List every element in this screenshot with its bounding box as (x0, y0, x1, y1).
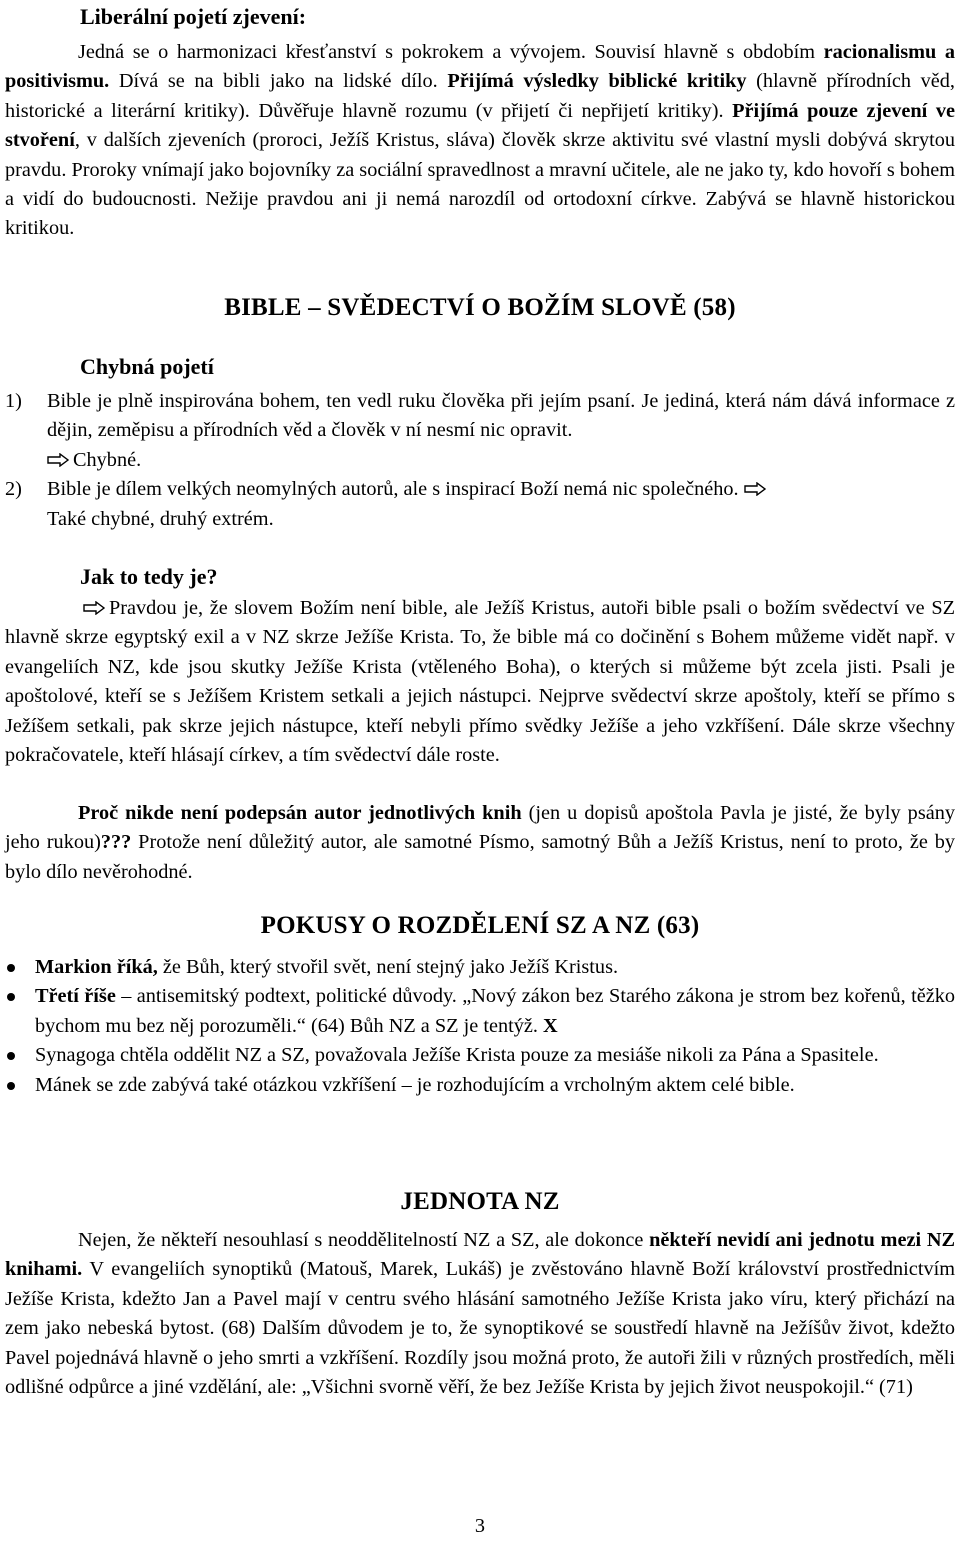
paragraph-liberal: Jedná se o harmonizaci křesťanství s pokrokem a vývojem. Souvisí hlavně s obdobím racionalismu a positivismu. Dívá se na bibli jako na lidské dílo. Přijímá výsledky biblické kritiky (hlavně přírodních věd, historické a literární kritiky). Důvěřuje hlavně rozumu (v přijetí či nepřijetí kritiky). Přijímá pouze zjevení ve stvoření, v dalších zjeveních (proroci, Ježíš Kristus, sláva) člověk skrze aktivitu své vlastní mysli dobývá skrytou pravdu. Proroky vnímají jako bojovníky za sociální spravedlnost a mravní učitele, ale ne jako ty, kdo hovoří s bohem a vidí do budoucnosti. Nežije pravdou ani ji nemá narozdíl od ortodoxní církve. Zabývá se hlavně historickou kritikou. (5, 41, 955, 240)
bullet-dot-icon (7, 964, 15, 972)
paragraph-pravdou: Pravdou je, že slovem Božím není bible, ale Ježíš Kristus, autoři bible psali o božím svědectví ve SZ hlavně skrze egyptský exil a v NZ skrze Ježíše Krista. To, že bible má co dočinění s Bohem můžeme vidět např. v evangeliích NZ, kde jsou skutky Ježíše Krista (vtěleného Boha), o kterých si můžeme být zcela jisti. Psali je apoštolové, kteří se s Ježíšem Kristem setkali a jejich nástupci. Nejprve svědectví skrze apoštoly, kteří se přímo s Ježíšem setkali, pak skrze jejich nástupce, kteří nebyli přímo svědky Ježíše a jeho vzkříšení. Dále skrze všechny pokračovatele, kteří hlásají církev, a tím svědectví dále roste. (5, 597, 955, 767)
right-arrow-outline-icon (83, 601, 105, 615)
section-heading-jednota: JEDNOTA NZ (400, 1188, 560, 1215)
subheading-chybna-pojeti: Chybná pojetí (80, 354, 214, 379)
list-item: 1) Bible je plně inspirována bohem, ten vedl ruku člověka při jejím psaní. Je jediná, která nám dává informace z dějin, zeměpisu a přírodních věd a člověk v ní nesmí nic opravit. Chybné. (5, 390, 955, 471)
list-item: Třetí říše – antisemitský podtext, politické důvody. „Nový zákon bez Starého zákona je strom bez kořenů, těžko bychom mu bez něj porozuměli.“ (64) Bůh NZ a SZ je tentýž. X (5, 982, 955, 1041)
paragraph-jednota: Nejen, že někteří nesouhlasí s neoddělitelností NZ a SZ, ale dokonce někteří nevidí ani jednotu mezi NZ knihami. V evangeliích synoptiků (Matouš, Marek, Lukáš) je zvěstováno hlavně Boží království prostřednictvím Ježíše Krista, kdežto Jan a Pavel mají v centru svého hlásání samotného Ježíše Krista jako víru, který přichází na zem jako nebeská bytost. (68) Dalším důvodem je to, že synoptikové se soustředí hlavně na Ježíšův život, kdežto Pavel pojednává hlavně o jeho smrti a vzkříšení. Rozdíly jsou možná proto, že autoři žili v různých prostředích, měli odlišné odpůrce a jiné vzdělání, ale: „Všichni svorně věří, že bez Ježíše Krista by jejich život neuspokojil.“ (71) (5, 1229, 955, 1399)
bullet-list (5, 953, 955, 1100)
subheading-jak-to-tedy-je: Jak to tedy je? (80, 564, 218, 589)
right-arrow-outline-icon (47, 453, 69, 467)
numbered-list (5, 387, 955, 534)
list-item: Markion říká, že Bůh, který stvořil svět, není stejný jako Ježíš Kristus. (5, 953, 955, 982)
bullet-dot-icon (7, 993, 15, 1001)
page-number: 3 (474, 1515, 486, 1537)
bullet-dot-icon (7, 1052, 15, 1060)
list-item: Mánek se zde zabývá také otázkou vzkříšení – je rozhodujícím a vrcholným aktem celé bible. (5, 1071, 955, 1100)
bullet-dot-icon (7, 1082, 15, 1090)
paragraph-autor: Proč nikde není podepsán autor jednotlivých knih (jen u dopisů apoštola Pavla je jisté, že byly psány jeho rukou)??? Protože není důležitý autor, ale samotné Písmo, samotný Bůh a Ježíš Kristus, není to proto, že by bylo dílo nevěrohodné. (5, 802, 955, 883)
section-heading-bible: BIBLE – SVĚDECTVÍ O BOŽÍM SLOVĚ (58) (224, 294, 736, 321)
section-heading-liberal: Liberální pojetí zjevení: (80, 4, 307, 29)
list-item: 2) Bible je dílem velkých neomylných autorů, ale s inspirací Boží nemá nic společného. Také chybné, druhý extrém. (5, 475, 955, 534)
right-arrow-outline-icon (744, 482, 766, 496)
section-heading-pokusy: POKUSY O ROZDĚLENÍ SZ A NZ (63) (260, 912, 700, 939)
list-item: Synagoga chtěla oddělit NZ a SZ, považovala Ježíše Krista pouze za mesiáše nikoli za Pána a Spasitele. (5, 1041, 955, 1070)
